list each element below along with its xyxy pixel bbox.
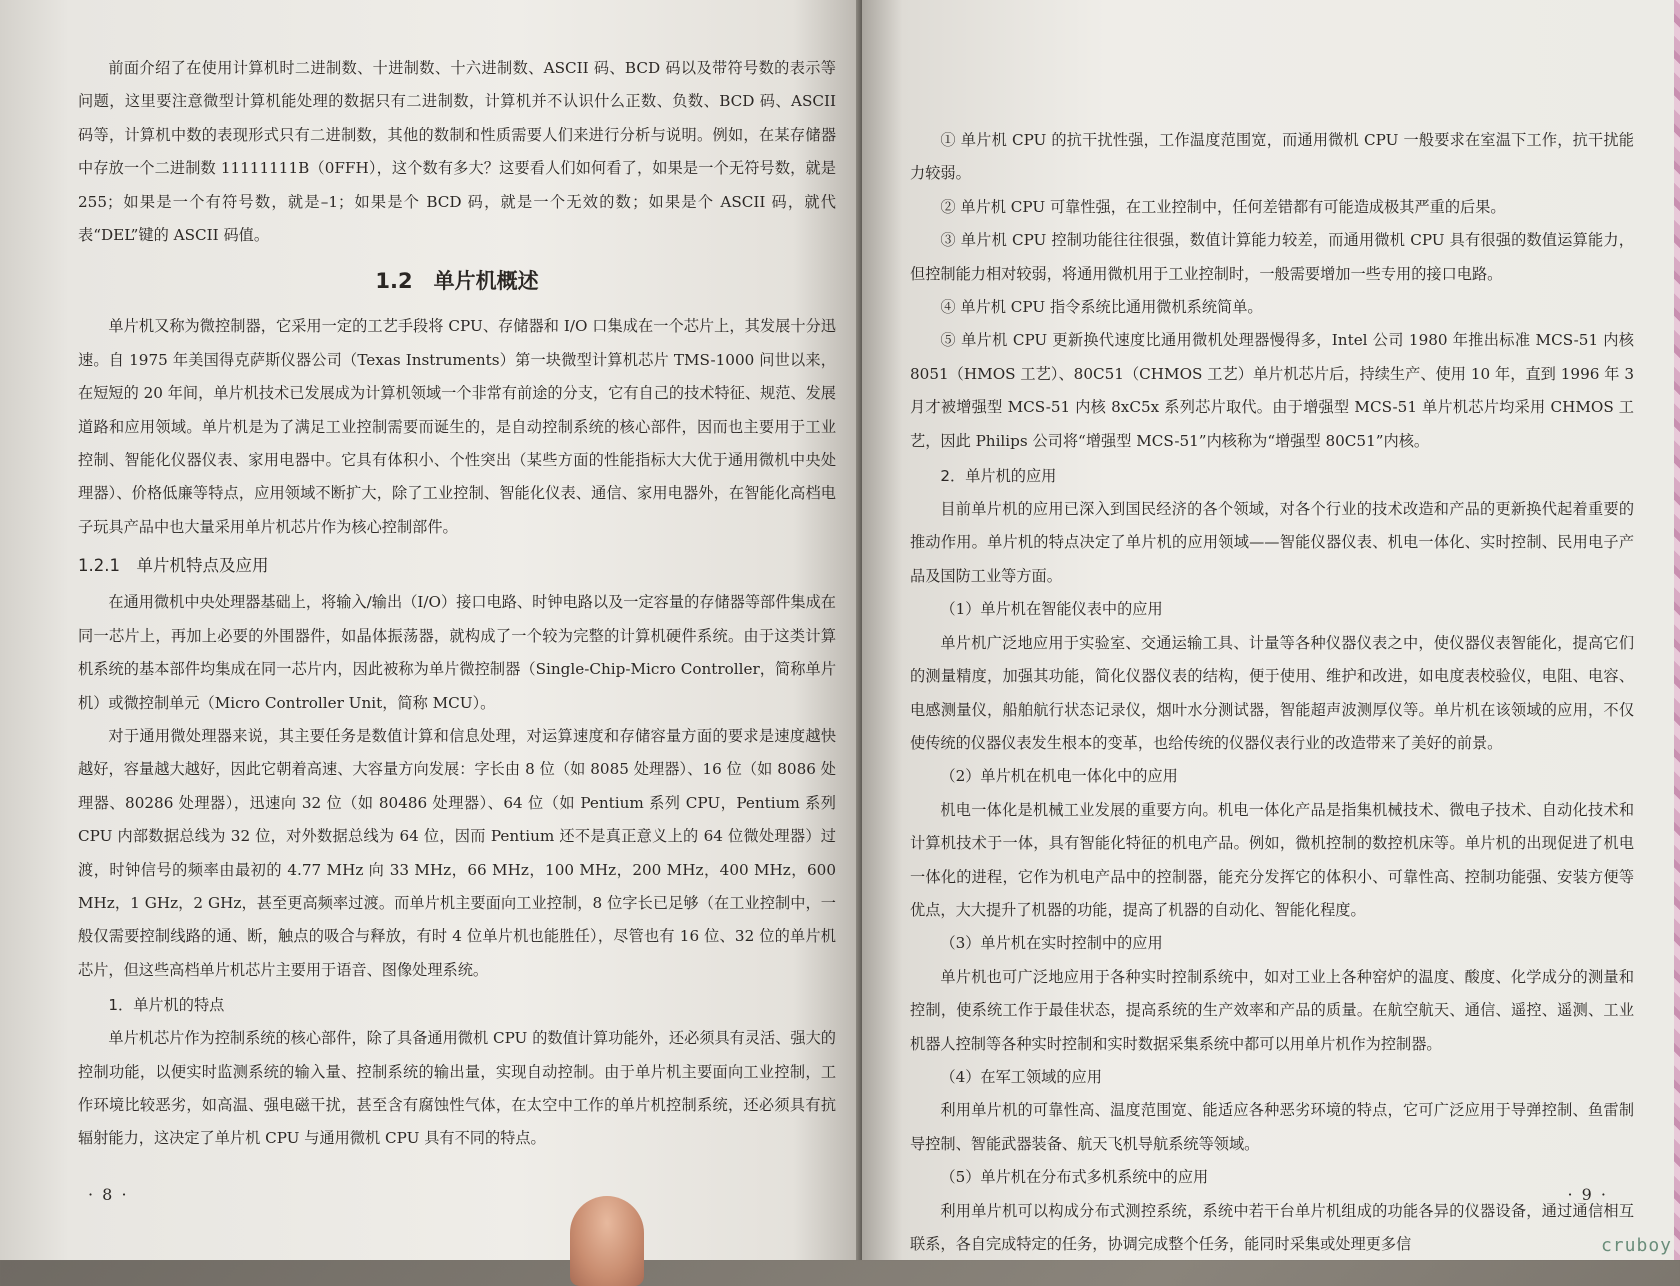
applications-intro: 目前单片机的应用已深入到国民经济的各个领域，对各个行业的技术改造和产品的更新换代起着重要的推动作用。单片机的特点决定了单片机的应用领域——智能仪器仪表、机电一体化、实时控制、民用电子产品及国防工业等方面。 xyxy=(910,500,1634,585)
section-paragraph: 单片机又称为微控制器，它采用一定的工艺手段将 CPU、存储器和 I/O 口集成在一个芯片上，其发展十分迅速。自 1975 年美国得克萨斯仪器公司（Texas Instruments）第一块微型计算机芯片 TMS-1000 问世以来，在短短的 20 年间，单片机技术已发展成为计算机领域一个非常有前途的分支，它有自己的技术特征、规范、发展道路和应用领域。单片机是为了满足工业控制需要而诞生的，是自动控制系统的核心部件，因而也主要用于工业控制、智能化仪器仪表、家用电器中。它具有体积小、个性突出（某些方面的性能指标大大优于通用微机中央处理器）、价格低廉等特点，应用领域不断扩大，除了工业控制、智能化仪表、通信、家用电器外，在智能化高档电子玩具产品中也大量采用单片机芯片作为核心控制部件。 xyxy=(78,317,836,536)
watermark: cruboy xyxy=(1600,1235,1672,1256)
feature-item-4: ④ 单片机 CPU 指令系统比通用微机系统简单。 xyxy=(940,298,1263,317)
page-number-right: · 9 · xyxy=(1567,1185,1608,1204)
application-1-title: （1）单片机在智能仪表中的应用 xyxy=(940,600,1163,619)
features-paragraph: 单片机芯片作为控制系统的核心部件，除了具备通用微机 CPU 的数值计算功能外，还必须具有灵活、强大的控制功能，以便实时监测系统的输入量、控制系统的输出量，实现自动控制。由于单片机主要面向工业控制，工作环境比较恶劣，如高温、强电磁干扰，甚至含有腐蚀性气体，在太空中工作的单片机控制系统，还必须具有抗辐射能力，这决定了单片机 CPU 与通用微机 CPU 具有不同的特点。 xyxy=(78,1029,836,1148)
application-3-title: （3）单片机在实时控制中的应用 xyxy=(940,934,1163,953)
features-heading: 1．单片机的特点 xyxy=(108,996,225,1015)
feature-item-5: ⑤ 单片机 CPU 更新换代速度比通用微机处理器慢得多，Intel 公司 1980 年推出标准 MCS-51 内核 8051（HMOS 工艺）、80C51（CHMOS 工艺）单片机芯片后，持续生产、使用 10 年，直到 1996 年 3 月才被增强型 MCS-51 内核 8xC5x 系列芯片取代。由于增强型 MCS-51 单片机芯片均采用 CHMOS 工艺，因此 Philips 公司将“增强型 MCS-51”内核称为“增强型 80C51”内核。 xyxy=(910,331,1634,450)
right-page xyxy=(862,0,1674,1260)
application-5-text: 利用单片机可以构成分布式测控系统，系统中若干台单片机组成的功能各异的仪器设备，通过通信相互联系，各自完成特定的任务，协调完成整个任务，能同时采集或处理更多信 xyxy=(910,1201,1634,1253)
application-2-title: （2）单片机在机电一体化中的应用 xyxy=(940,767,1178,786)
subsection-paragraph-2: 对于通用微处理器来说，其主要任务是数值计算和信息处理，对运算速度和存储容量方面的要求是速度越快越好，容量越大越好，因此它朝着高速、大容量方向发展：字长由 8 位（如 8085 处理器）、16 位（如 8086 处理器、80286 处理器），迅速向 32 位（如 80486 处理器）、64 位（如 Pentium 系列 CPU，Pentium 系列 CPU 内部数据总线为 32 位，对外数据总线为 64 位，因而 Pentium 还不是真正意义上的 64 位微处理器）过渡，时钟信号的频率由最初的 4.77 MHz 向 33 MHz，66 MHz，100 MHz，200 MHz，400 MHz，600 MHz，1 GHz，2 GHz，甚至更高频率过渡。而单片机主要面向工业控制，8 位字长已足够（在工业控制中，一般仅需要控制线路的通、断，触点的吸合与释放，有时 4 位单片机也能胜任），尽管也有 16 位、32 位的单片机芯片，但这些高档单片机芯片主要用于语音、图像处理系统。 xyxy=(78,726,836,979)
feature-item-3: ③ 单片机 CPU 控制功能往往很强，数值计算能力较差，而通用微机 CPU 具有很强的数值运算能力，但控制能力相对较弱，将通用微机用于工业控制时，一般需要增加一些专用的接口电路。 xyxy=(910,231,1634,283)
application-2-text: 机电一体化是机械工业发展的重要方向。机电一体化产品是指集机械技术、微电子技术、自动化技术和计算机技术于一体，具有智能化特征的机电产品。例如，微机控制的数控机床等。单片机的出现促进了机电一体化的进程，它作为机电产品中的控制器，能充分发挥它的体积小、可靠性高、控制功能强、安装方便等优点，大大提升了机器的功能，提高了机器的自动化、智能化程度。 xyxy=(910,800,1634,919)
page-number-left: · 8 · xyxy=(88,1185,129,1204)
application-5-title: （5）单片机在分布式多机系统中的应用 xyxy=(940,1168,1209,1187)
intro-paragraph: 前面介绍了在使用计算机时二进制数、十进制数、十六进制数、ASCII 码、BCD 码以及带符号数的表示等问题，这里要注意微型计算机能处理的数据只有二进制数，计算机并不认识什么正数、负数、BCD 码、ASCII 码等，计算机中数的表现形式只有二进制数，其他的数制和性质需要人们来进行分析与说明。例如，在某存储器中存放一个二进制数 11111111B（0FFH），这个数有多大？这要看人们如何看了，如果是一个无符号数，就是 255；如果是一个有符号数，就是–1；如果是个 BCD 码，就是一个无效的数；如果是个 ASCII 码，就代表“DEL”键的 ASCII 码值。 xyxy=(78,59,836,245)
feature-item-1: ① 单片机 CPU 的抗干扰性强，工作温度范围宽，而通用微机 CPU 一般要求在室温下工作，抗干扰能力较弱。 xyxy=(910,131,1634,183)
feature-item-2: ② 单片机 CPU 可靠性强，在工业控制中，任何差错都有可能造成极其严重的后果。 xyxy=(940,197,1506,216)
finger xyxy=(570,1196,644,1286)
section-title: 1.2 单片机概述 xyxy=(375,269,539,294)
application-4-title: （4）在军工领域的应用 xyxy=(940,1067,1102,1086)
subsection-paragraph-1: 在通用微机中央处理器基础上，将输入/输出（I/O）接口电路、时钟电路以及一定容量的存储器等部件集成在同一芯片上，再加上必要的外围器件，如晶体振荡器，就构成了一个较为完整的计算机硬件系统。由于这类计算机系统的基本部件均集成在同一芯片内，因此被称为单片微控制器（Single-Chip-Micro Controller，简称单片机）或微控制单元（Micro Controller Unit，简称 MCU）。 xyxy=(78,593,836,712)
subsection-title: 1.2.1 单片机特点及应用 xyxy=(78,556,269,576)
application-3-text: 单片机也可广泛地应用于各种实时控制系统中，如对工业上各种窑炉的温度、酸度、化学成分的测量和控制，使系统工作于最佳状态，提高系统的生产效率和产品的质量。在航空航天、通信、遥控、遥测、工业机器人控制等各种实时控制和实时数据采集系统中都可以用单片机作为控制器。 xyxy=(910,967,1634,1053)
application-4-text: 利用单片机的可靠性高、温度范围宽、能适应各种恶劣环境的特点，它可广泛应用于导弹控制、鱼雷制导控制、智能武器装备、航天飞机导航系统等领域。 xyxy=(910,1101,1634,1153)
application-1-text: 单片机广泛地应用于实验室、交通运输工具、计量等各种仪器仪表之中，使仪器仪表智能化，提高它们的测量精度，加强其功能，简化仪器仪表的结构，便于使用、维护和改进，如电度表校验仪，电阻、电容、电感测量仪，船舶航行状态记录仪，烟叶水分测试器，智能超声波测厚仪等。单片机在该领域的应用，不仅使传统的仪器仪表发生根本的变革，也给传统的仪器仪表行业的改造带来了美好的前景。 xyxy=(910,633,1634,752)
applications-heading: 2．单片机的应用 xyxy=(940,467,1057,486)
